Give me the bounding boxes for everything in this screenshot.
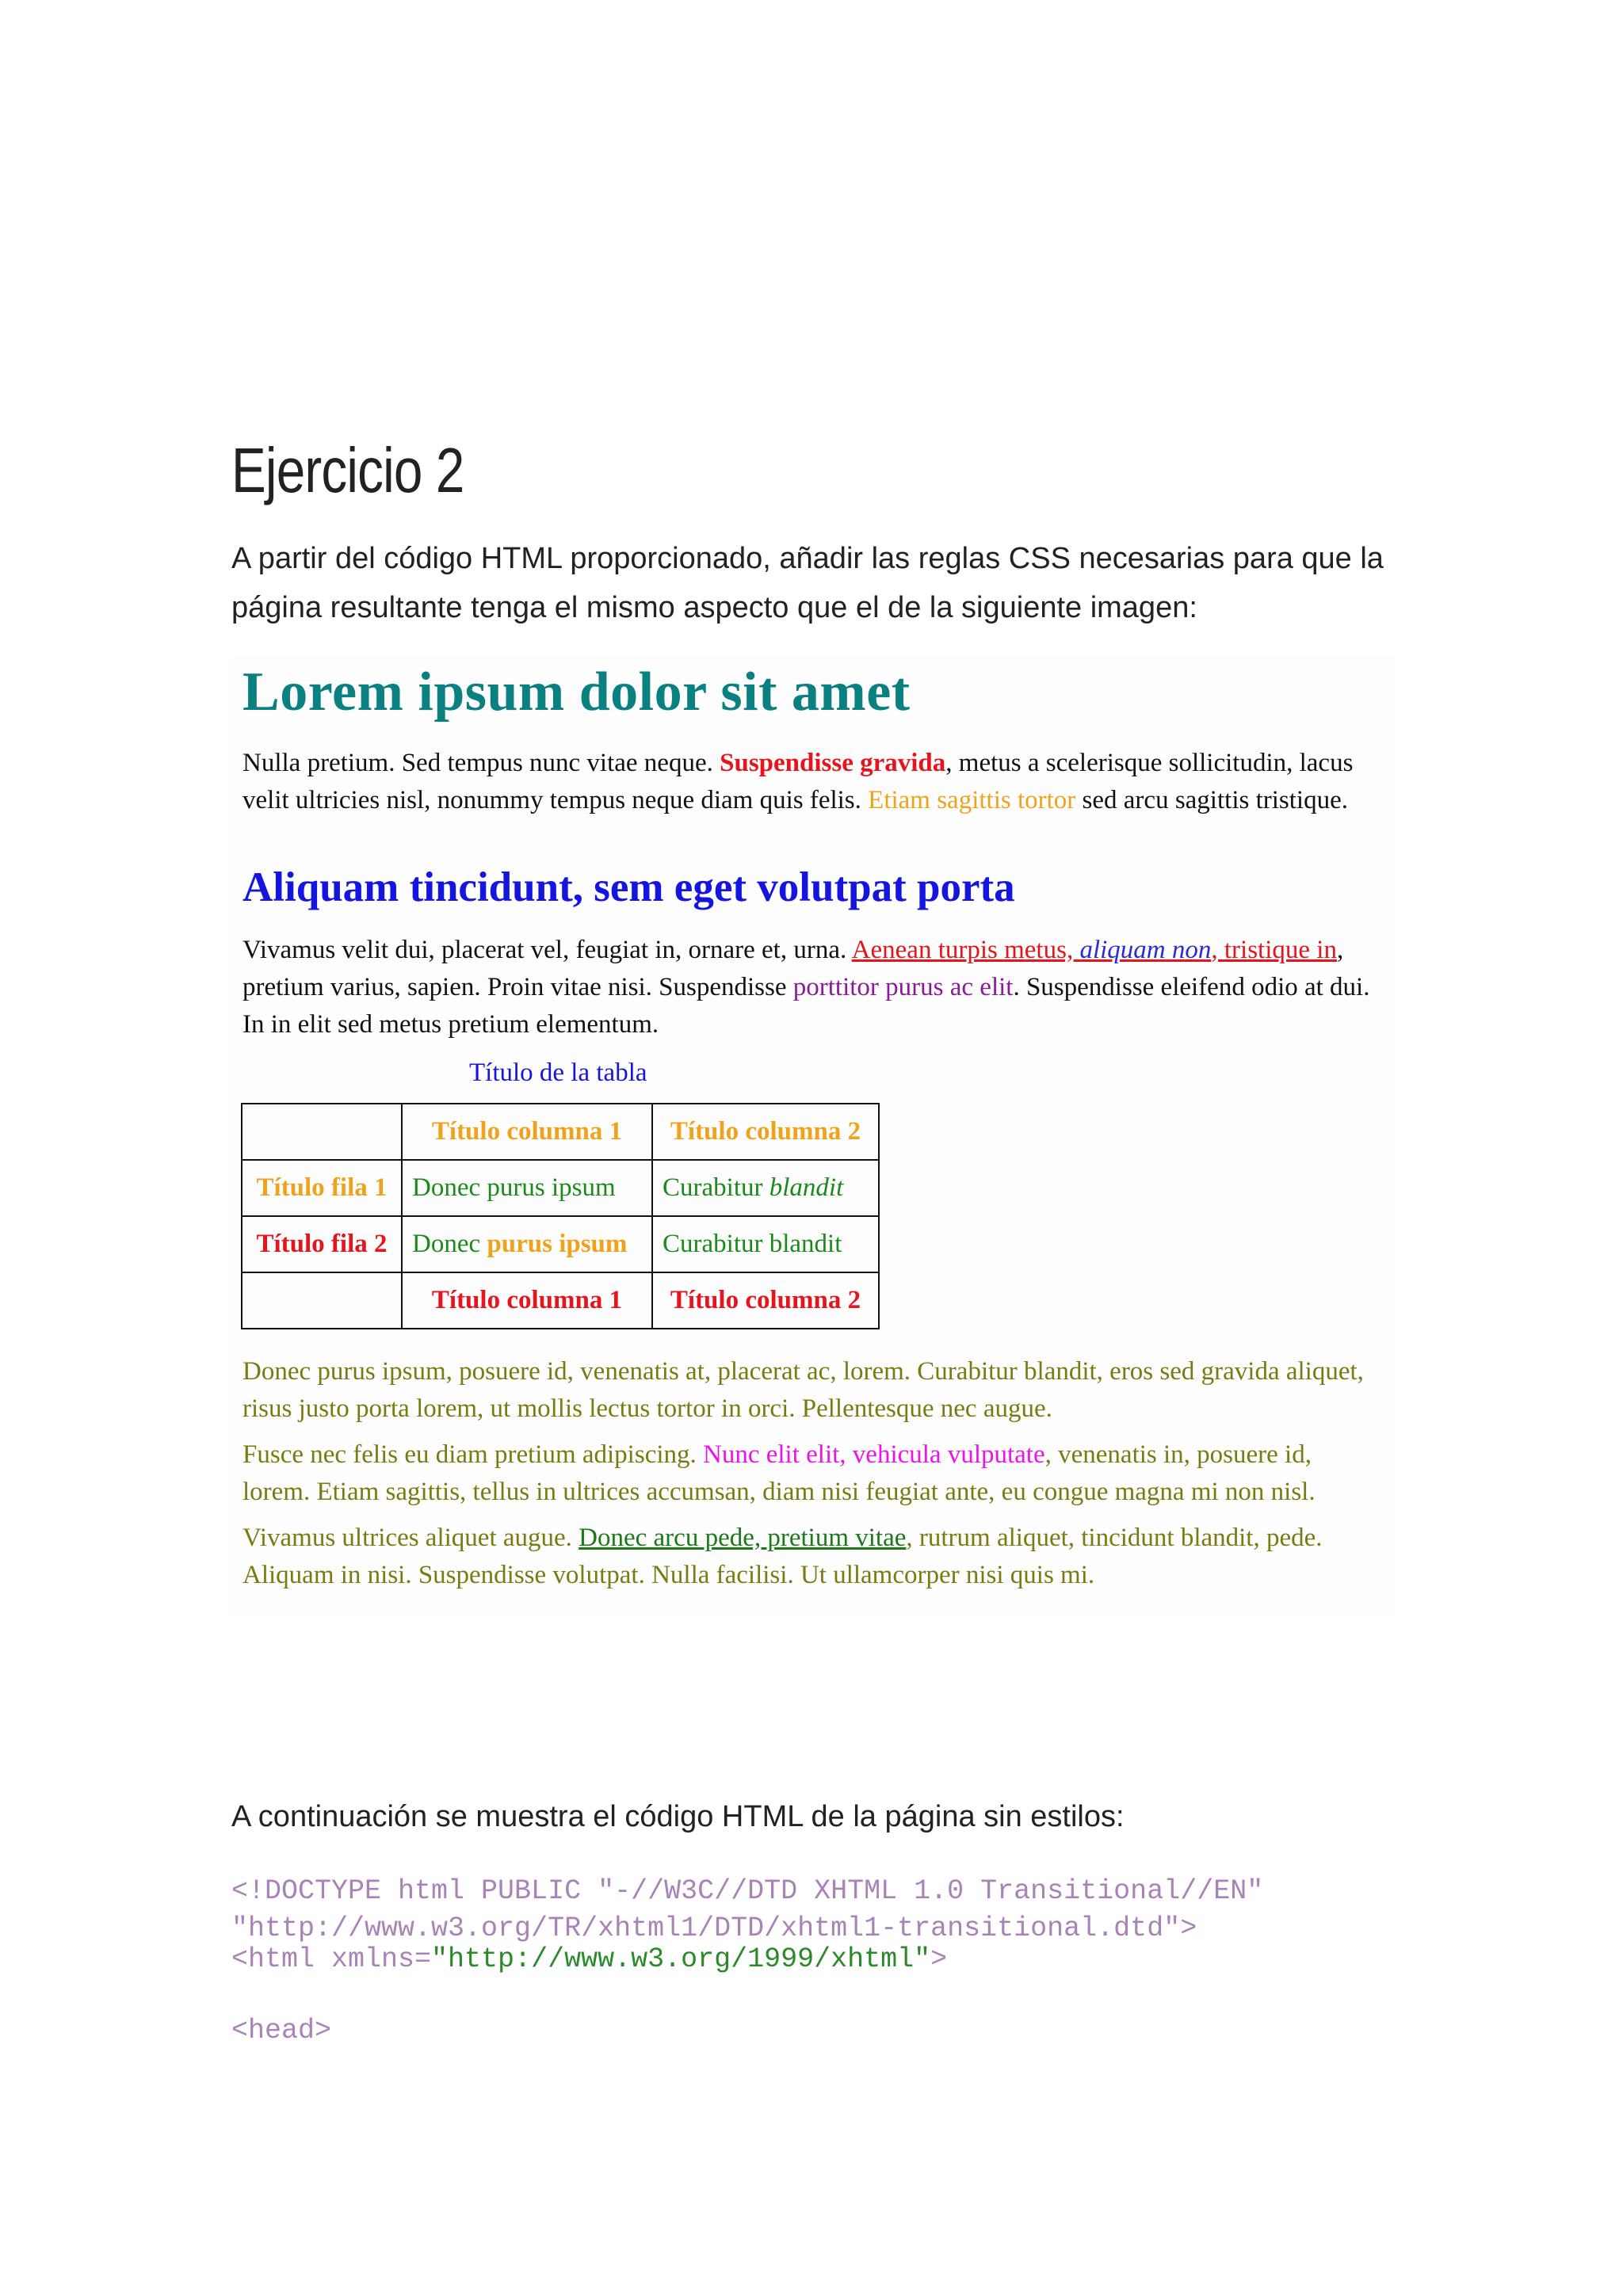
text-run: Nulla pretium. Sed tempus nunc vitae neque. (242, 749, 720, 777)
table-footer-row (242, 1272, 879, 1329)
text-run: , venenatis in, posuere id, lorem. Etiam sagittis, tellus in ultrices accumsan, diam nisi feugiat ante, eu congue magna mi non nisl. (242, 1440, 1316, 1506)
table-caption: Título de la tabla (469, 1058, 647, 1087)
code-block-doctype (231, 1873, 1263, 1947)
table-row (242, 1160, 879, 1216)
text-run: , rutrum aliquet, tincidunt blandit, pede. Aliquam in nisi. Suspendisse volutpat. Nulla facilisi. Ut ullamcorper nisi quis mi. (242, 1524, 1323, 1589)
table-column-header: Título columna 2 (652, 1104, 879, 1160)
example-heading-1: Lorem ipsum dolor sit amet (242, 662, 911, 723)
table-cell (652, 1160, 879, 1216)
continuation-text: A continuación se muestra el código HTML de la página sin estilos: (231, 1800, 1125, 1833)
cell-bold-orange-text: purus ipsum (487, 1230, 628, 1258)
purple-text: porttitor purus ac elit (792, 973, 1014, 1001)
table-column-footer: Título columna 1 (402, 1272, 652, 1329)
orange-text: Etiam sagittis tortor (868, 786, 1076, 814)
code-tag: > (930, 1943, 948, 1975)
link-emphasis: aliquam non (1079, 936, 1212, 964)
table-corner-cell (242, 1104, 402, 1160)
text-run: , pretium varius, sapien. Proin vitae nisi. Suspendisse (242, 936, 1344, 1001)
text-run: . Suspendisse eleifend odio at dui. In in elit sed metus pretium elementum. (242, 973, 1370, 1039)
cell-italic-text: blandit (769, 1173, 844, 1202)
table-header-row (242, 1104, 879, 1160)
code-line: <!DOCTYPE html PUBLIC "-//W3C//DTD XHTML 1.0 Transitional//EN" (231, 1875, 1264, 1907)
link-text: , tristique in (1211, 936, 1337, 964)
text-run: sed arcu sagittis tristique. (1075, 786, 1348, 814)
text-run: , metus a scelerisque sollicitudin, lacus velit ultricies nisl, nonummy tempus neque diam quis felis. (242, 749, 1354, 814)
intro-paragraph: A partir del código HTML proporcionado, añadir las reglas CSS necesarias para que la página resultante tenga el mismo aspecto que el de la siguiente imagen: (231, 542, 1384, 624)
text-run: Vivamus velit dui, placerat vel, feugiat in, ornare et, urna. (242, 936, 852, 964)
example-table (241, 1103, 880, 1329)
example-paragraph-3: Donec purus ipsum, posuere id, venenatis at, placerat ac, lorem. Curabitur blandit, eros sed gravida aliquet, risus justo porta lorem, ut mollis lectus tortor in orci. Pellentesque nec augue. (242, 1357, 1364, 1423)
example-paragraph-2 (242, 932, 1384, 1043)
code-tag: <html xmlns= (231, 1943, 432, 1975)
example-heading-2: Aliquam tincidunt, sem eget volutpat porta (242, 864, 1015, 910)
table-column-header: Título columna 1 (402, 1104, 652, 1160)
cell-text: Donec (412, 1230, 487, 1258)
table-row-header: Título fila 1 (242, 1160, 402, 1216)
example-paragraph-1 (242, 745, 1384, 819)
code-block-head: <head> (231, 2015, 332, 2046)
code-string: "http://www.w3.org/1999/xhtml" (431, 1943, 931, 1975)
link-text: Aenean turpis metus, (851, 936, 1080, 964)
example-paragraph-5 (242, 1520, 1384, 1594)
code-line: "http://www.w3.org/TR/xhtml1/DTD/xhtml1-transitional.dtd"> (231, 1913, 1197, 1944)
example-link[interactable]: Donec arcu pede, pretium vitae (579, 1524, 907, 1552)
code-block-html (231, 1941, 947, 1978)
table-corner-cell (242, 1272, 402, 1329)
table-column-footer: Título columna 2 (652, 1272, 879, 1329)
bold-red-text: Suspendisse gravida (720, 749, 946, 777)
cell-text: Curabitur (663, 1173, 769, 1202)
example-image (231, 656, 1396, 1615)
page-title: Ejercicio 2 (231, 435, 464, 505)
example-link[interactable] (852, 936, 1337, 964)
table-cell (402, 1216, 652, 1272)
magenta-text: Nunc elit elit, vehicula vulputate (703, 1440, 1045, 1469)
table-row (242, 1216, 879, 1272)
table-cell: Curabitur blandit (652, 1216, 879, 1272)
text-run: Fusce nec felis eu diam pretium adipiscing. (242, 1440, 704, 1469)
example-paragraph-4 (242, 1436, 1384, 1511)
table-row-header: Título fila 2 (242, 1216, 402, 1272)
table-cell: Donec purus ipsum (402, 1160, 652, 1216)
text-run: Vivamus ultrices aliquet augue. (242, 1524, 579, 1552)
